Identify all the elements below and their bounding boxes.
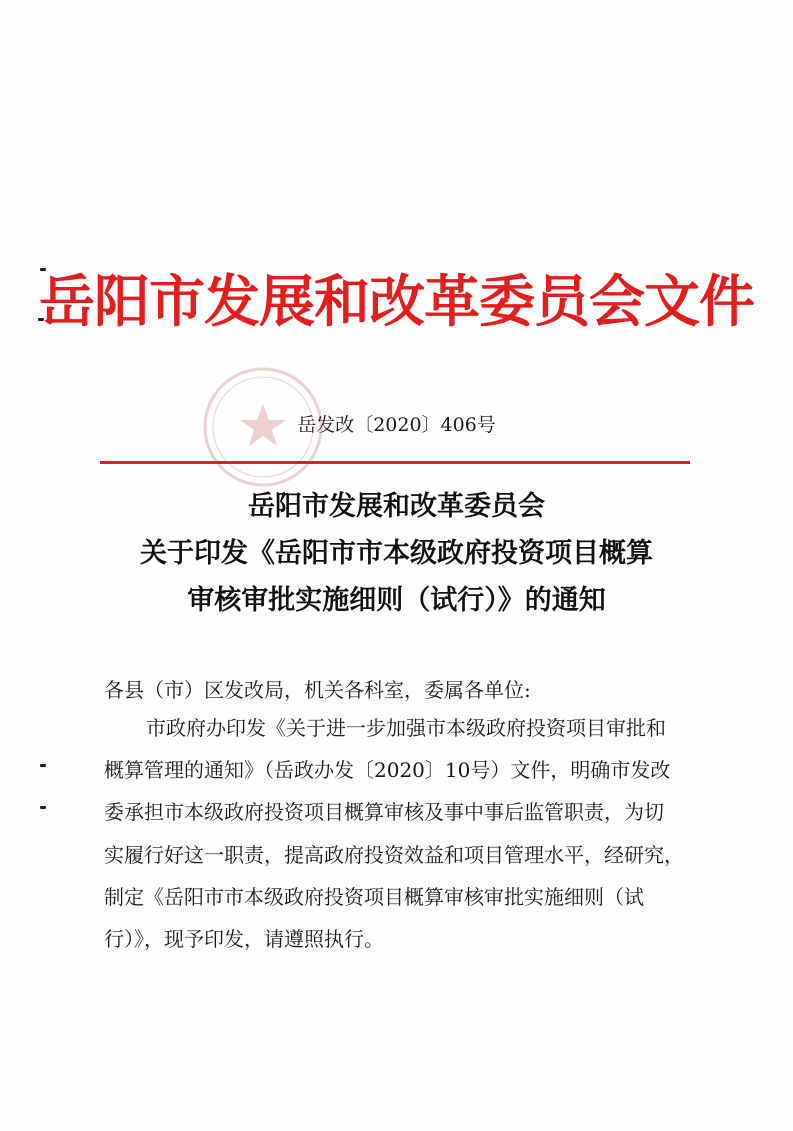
red-divider-line <box>100 461 690 464</box>
notice-title-line: 关于印发《岳阳市市本级政府投资项目概算 <box>140 538 653 569</box>
salutation: 各县（市）区发改局，机关各科室，委属各单位: <box>104 678 531 702</box>
document-header-title: 岳阳市发展和改革委员会文件 <box>39 270 754 335</box>
body-line: 制定《岳阳市市本级政府投资项目概算审核审批实施细则（试 <box>104 884 644 909</box>
body-line: 委承担市本级政府投资项目概算审核及事中事后监管职责，为切 <box>104 800 664 825</box>
notice-title <box>0 483 793 624</box>
document-number: 岳发改〔2020〕406号 <box>297 414 496 436</box>
notice-title-line: 岳阳市发展和改革委员会 <box>248 491 545 522</box>
scan-mark <box>40 764 46 767</box>
body-paragraph <box>104 707 704 960</box>
scan-mark <box>40 806 46 809</box>
body-line: 概算管理的通知》（岳政办发〔2020〕10号）文件，明确市发改 <box>104 758 671 783</box>
body-line: 实履行好这一职责，提高政府投资效益和项目管理水平，经研究， <box>104 842 684 867</box>
body-line: 市政府办印发《关于进一步加强市本级政府投资项目审批和 <box>146 716 666 740</box>
notice-title-line: 审核审批实施细则（试行）》的通知 <box>187 585 606 616</box>
body-line: 行）》，现予印发，请遵照执行。 <box>104 927 384 952</box>
